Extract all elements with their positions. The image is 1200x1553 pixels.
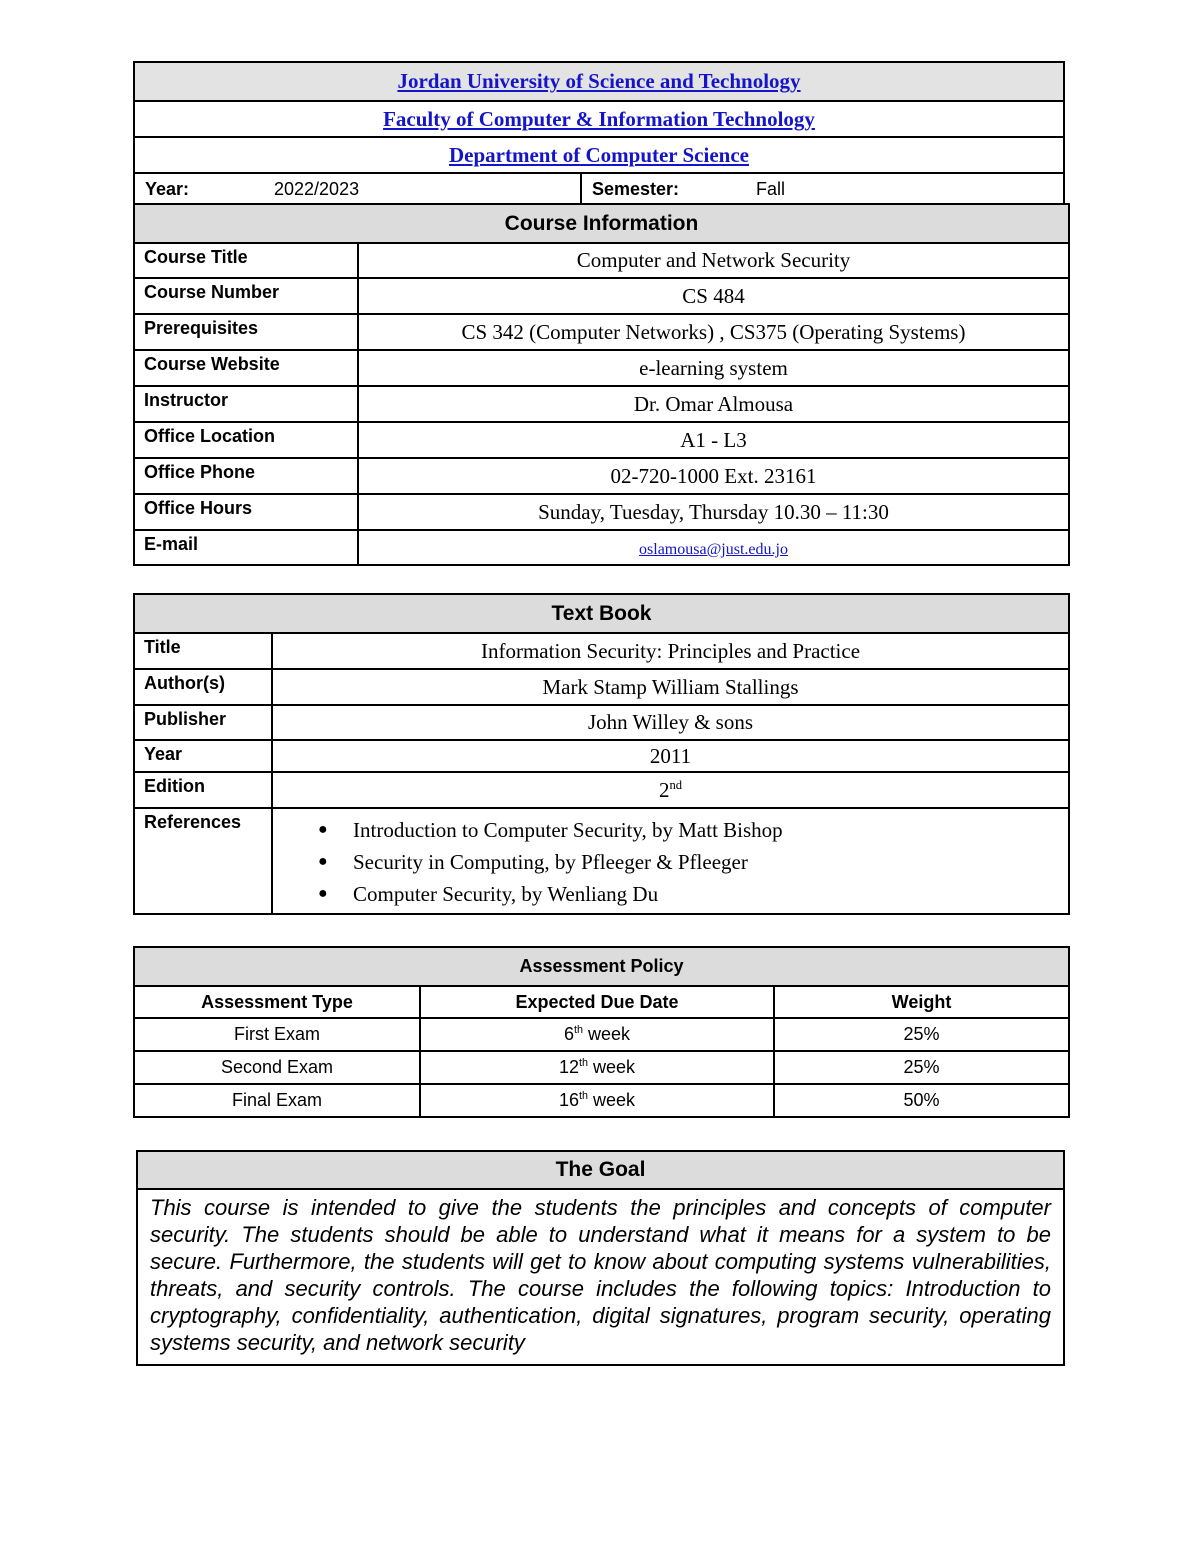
institution-header [133, 61, 1065, 206]
year-label: Year: [134, 173, 274, 205]
field-label: Instructor [134, 386, 358, 422]
email-link[interactable]: oslamousa@just.edu.jo [639, 541, 788, 558]
field-value: 2nd [272, 772, 1069, 808]
table-row [134, 278, 1069, 314]
table-row [134, 705, 1069, 740]
table-row [134, 1084, 1069, 1117]
field-value: Dr. Omar Almousa [358, 386, 1069, 422]
field-label: Year [134, 740, 272, 772]
field-value: 02-720-1000 Ext. 23161 [358, 458, 1069, 494]
assessment-type: Second Exam [134, 1051, 420, 1084]
field-value: e-learning system [358, 350, 1069, 386]
assessment-policy-table [133, 946, 1070, 1118]
weight: 25% [774, 1018, 1069, 1051]
references-cell [272, 808, 1069, 914]
table-row [134, 633, 1069, 669]
field-label: Course Website [134, 350, 358, 386]
due-date: 12th week [420, 1051, 774, 1084]
references-label: References [134, 808, 272, 914]
faculty-link[interactable]: Faculty of Computer & Information Technology [383, 106, 815, 131]
field-label: Course Title [134, 243, 358, 278]
field-value: Mark Stamp William Stallings [272, 669, 1069, 705]
university-link[interactable]: Jordan University of Science and Technology [397, 69, 801, 93]
text-book-table [133, 593, 1070, 915]
weight: 50% [774, 1084, 1069, 1117]
weight: 25% [774, 1051, 1069, 1084]
table-row [134, 243, 1069, 278]
semester-label: Semester: [581, 173, 721, 205]
column-header-weight: Weight [774, 986, 1069, 1018]
field-label: E-mail [134, 530, 358, 565]
table-row [134, 669, 1069, 705]
goal-description: This course is intended to give the students the principles and concepts of computer security. The students should be able to understand what it means for a system to be secure. Furthermore, the students will get to know about computing systems vulnerabilities, threats, and security controls. The course includes the following topics: Introduction to cryptography, confidentiality, authentication, digital signatures, program security, operating systems security, and network security [137, 1189, 1064, 1365]
due-date: 16th week [420, 1084, 774, 1117]
references-row [134, 808, 1069, 914]
department-link[interactable]: Department of Computer Science [449, 142, 749, 167]
assessment-type: Final Exam [134, 1084, 420, 1117]
semester-value: Fall [721, 173, 1064, 205]
goal-title: The Goal [137, 1151, 1064, 1189]
column-header-type: Assessment Type [134, 986, 420, 1018]
column-header-due-date: Expected Due Date [420, 986, 774, 1018]
field-value: 2011 [272, 740, 1069, 772]
course-information-table [133, 203, 1070, 566]
bullet-icon: ● [318, 853, 328, 870]
field-value: Sunday, Tuesday, Thursday 10.30 – 11:30 [358, 494, 1069, 530]
table-row [134, 422, 1069, 458]
table-row [134, 1051, 1069, 1084]
field-value: CS 484 [358, 278, 1069, 314]
bullet-icon: ● [318, 821, 328, 838]
assessment-policy-title: Assessment Policy [134, 947, 1069, 986]
field-value: CS 342 (Computer Networks) , CS375 (Operating Systems) [358, 314, 1069, 350]
field-value: John Willey & sons [272, 705, 1069, 740]
field-value: Information Security: Principles and Practice [272, 633, 1069, 669]
field-value: A1 - L3 [358, 422, 1069, 458]
table-row [134, 458, 1069, 494]
table-row [134, 386, 1069, 422]
table-row [134, 1018, 1069, 1051]
field-label: Prerequisites [134, 314, 358, 350]
field-label: Title [134, 633, 272, 669]
field-label: Author(s) [134, 669, 272, 705]
assessment-type: First Exam [134, 1018, 420, 1051]
bullet-icon: ● [318, 885, 328, 902]
field-label: Course Number [134, 278, 358, 314]
due-date: 6th week [420, 1018, 774, 1051]
table-row [134, 494, 1069, 530]
list-item: ● Introduction to Computer Security, by Matt Bishop [353, 814, 1068, 846]
field-label: Office Location [134, 422, 358, 458]
table-row [134, 314, 1069, 350]
list-item: ● Security in Computing, by Pfleeger & Pfleeger [353, 846, 1068, 878]
table-row [134, 740, 1069, 772]
goal-table [136, 1150, 1065, 1366]
field-label: Office Phone [134, 458, 358, 494]
field-value: Computer and Network Security [358, 243, 1069, 278]
table-row [134, 530, 1069, 565]
references-list [273, 814, 1068, 910]
table-row [134, 350, 1069, 386]
course-information-title: Course Information [134, 204, 1069, 243]
field-label: Office Hours [134, 494, 358, 530]
list-item: ● Computer Security, by Wenliang Du [353, 878, 1068, 910]
year-value: 2022/2023 [274, 173, 581, 205]
email-cell [358, 530, 1069, 565]
field-label: Publisher [134, 705, 272, 740]
text-book-title: Text Book [134, 594, 1069, 633]
field-label: Edition [134, 772, 272, 808]
table-row [134, 772, 1069, 808]
